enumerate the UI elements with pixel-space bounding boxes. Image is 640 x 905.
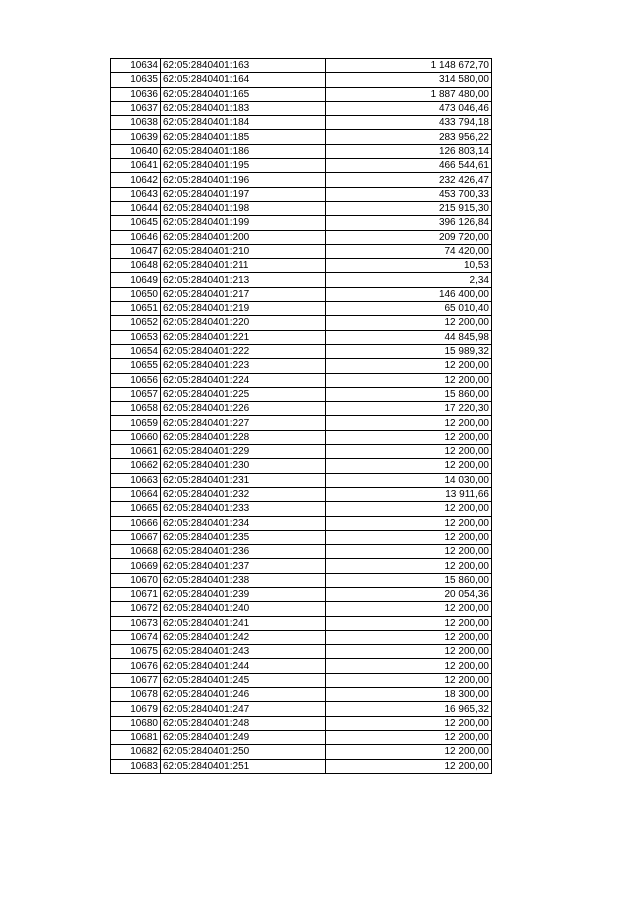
cadastral-number-cell: 62:05:2840401:219: [161, 302, 326, 316]
cadastral-number-cell: 62:05:2840401:196: [161, 173, 326, 187]
row-number-cell: 10637: [111, 101, 161, 115]
cadastral-number-cell: 62:05:2840401:242: [161, 630, 326, 644]
table-row: [111, 59, 492, 73]
table-row: [111, 87, 492, 101]
row-number-cell: 10671: [111, 587, 161, 601]
value-cell: 12 200,00: [326, 730, 492, 744]
cadastral-number-cell: 62:05:2840401:222: [161, 344, 326, 358]
row-number-cell: 10642: [111, 173, 161, 187]
row-number-cell: 10683: [111, 759, 161, 773]
cadastral-number-cell: 62:05:2840401:183: [161, 101, 326, 115]
value-cell: 12 200,00: [326, 445, 492, 459]
table-row: [111, 159, 492, 173]
cadastral-number-cell: 62:05:2840401:233: [161, 502, 326, 516]
cadastral-number-cell: 62:05:2840401:199: [161, 216, 326, 230]
table-row: [111, 545, 492, 559]
value-cell: 12 200,00: [326, 430, 492, 444]
table-row: [111, 759, 492, 773]
table-row: [111, 130, 492, 144]
row-number-cell: 10639: [111, 130, 161, 144]
table-row: [111, 688, 492, 702]
table-row: [111, 230, 492, 244]
row-number-cell: 10651: [111, 302, 161, 316]
table-row: [111, 201, 492, 215]
cadastral-number-cell: 62:05:2840401:213: [161, 273, 326, 287]
table-row: [111, 402, 492, 416]
value-cell: 12 200,00: [326, 759, 492, 773]
row-number-cell: 10658: [111, 402, 161, 416]
value-cell: 12 200,00: [326, 359, 492, 373]
value-cell: 433 794,18: [326, 116, 492, 130]
table-row: [111, 344, 492, 358]
value-cell: 12 200,00: [326, 630, 492, 644]
table-row: [111, 559, 492, 573]
cadastral-number-cell: 62:05:2840401:163: [161, 59, 326, 73]
table-row: [111, 730, 492, 744]
value-cell: 10,53: [326, 259, 492, 273]
cadastral-number-cell: 62:05:2840401:248: [161, 716, 326, 730]
row-number-cell: 10682: [111, 745, 161, 759]
row-number-cell: 10666: [111, 516, 161, 530]
table-row: [111, 244, 492, 258]
table-row: [111, 659, 492, 673]
cadastral-number-cell: 62:05:2840401:210: [161, 244, 326, 258]
value-cell: 15 860,00: [326, 387, 492, 401]
table-row: [111, 487, 492, 501]
cadastral-number-cell: 62:05:2840401:197: [161, 187, 326, 201]
value-cell: 13 911,66: [326, 487, 492, 501]
value-cell: 232 426,47: [326, 173, 492, 187]
row-number-cell: 10645: [111, 216, 161, 230]
cadastral-number-cell: 62:05:2840401:250: [161, 745, 326, 759]
cadastral-number-cell: 62:05:2840401:232: [161, 487, 326, 501]
value-cell: 466 544,61: [326, 159, 492, 173]
table-row: [111, 430, 492, 444]
cadastral-number-cell: 62:05:2840401:224: [161, 373, 326, 387]
value-cell: 12 200,00: [326, 459, 492, 473]
row-number-cell: 10676: [111, 659, 161, 673]
row-number-cell: 10636: [111, 87, 161, 101]
value-cell: 1 148 672,70: [326, 59, 492, 73]
table-row: [111, 287, 492, 301]
value-cell: 12 200,00: [326, 545, 492, 559]
table-row: [111, 359, 492, 373]
table-row: [111, 716, 492, 730]
row-number-cell: 10634: [111, 59, 161, 73]
cadastral-number-cell: 62:05:2840401:246: [161, 688, 326, 702]
cadastral-number-cell: 62:05:2840401:195: [161, 159, 326, 173]
value-cell: 65 010,40: [326, 302, 492, 316]
cadastral-number-cell: 62:05:2840401:240: [161, 602, 326, 616]
cadastral-number-cell: 62:05:2840401:186: [161, 144, 326, 158]
table-row: [111, 373, 492, 387]
value-cell: 396 126,84: [326, 216, 492, 230]
table-row: [111, 173, 492, 187]
value-cell: 12 200,00: [326, 602, 492, 616]
table-row: [111, 473, 492, 487]
cadastral-number-cell: 62:05:2840401:249: [161, 730, 326, 744]
value-cell: 74 420,00: [326, 244, 492, 258]
cadastral-number-cell: 62:05:2840401:245: [161, 673, 326, 687]
table-row: [111, 630, 492, 644]
value-cell: 12 200,00: [326, 645, 492, 659]
row-number-cell: 10654: [111, 344, 161, 358]
row-number-cell: 10678: [111, 688, 161, 702]
cadastral-number-cell: 62:05:2840401:241: [161, 616, 326, 630]
cadastral-number-cell: 62:05:2840401:223: [161, 359, 326, 373]
value-cell: 15 989,32: [326, 344, 492, 358]
row-number-cell: 10652: [111, 316, 161, 330]
cadastral-number-cell: 62:05:2840401:234: [161, 516, 326, 530]
table-row: [111, 330, 492, 344]
value-cell: 20 054,36: [326, 587, 492, 601]
value-cell: 16 965,32: [326, 702, 492, 716]
value-cell: 12 200,00: [326, 659, 492, 673]
value-cell: 12 200,00: [326, 373, 492, 387]
value-cell: 215 915,30: [326, 201, 492, 215]
value-cell: 12 200,00: [326, 516, 492, 530]
value-cell: 453 700,33: [326, 187, 492, 201]
value-cell: 283 956,22: [326, 130, 492, 144]
table-row: [111, 745, 492, 759]
cadastral-number-cell: 62:05:2840401:217: [161, 287, 326, 301]
row-number-cell: 10657: [111, 387, 161, 401]
value-cell: 1 887 480,00: [326, 87, 492, 101]
row-number-cell: 10635: [111, 73, 161, 87]
value-cell: 314 580,00: [326, 73, 492, 87]
table-row: [111, 273, 492, 287]
cadastral-number-cell: 62:05:2840401:211: [161, 259, 326, 273]
cadastral-number-cell: 62:05:2840401:247: [161, 702, 326, 716]
row-number-cell: 10663: [111, 473, 161, 487]
row-number-cell: 10665: [111, 502, 161, 516]
row-number-cell: 10664: [111, 487, 161, 501]
value-cell: 12 200,00: [326, 673, 492, 687]
cadastral-number-cell: 62:05:2840401:230: [161, 459, 326, 473]
data-table: [110, 58, 492, 774]
table-row: [111, 387, 492, 401]
table-row: [111, 187, 492, 201]
table-row: [111, 259, 492, 273]
value-cell: 12 200,00: [326, 502, 492, 516]
value-cell: 12 200,00: [326, 745, 492, 759]
row-number-cell: 10681: [111, 730, 161, 744]
cadastral-number-cell: 62:05:2840401:229: [161, 445, 326, 459]
cadastral-number-cell: 62:05:2840401:227: [161, 416, 326, 430]
row-number-cell: 10640: [111, 144, 161, 158]
table-row: [111, 587, 492, 601]
cadastral-number-cell: 62:05:2840401:200: [161, 230, 326, 244]
cadastral-number-cell: 62:05:2840401:220: [161, 316, 326, 330]
row-number-cell: 10649: [111, 273, 161, 287]
value-cell: 12 200,00: [326, 616, 492, 630]
row-number-cell: 10643: [111, 187, 161, 201]
row-number-cell: 10675: [111, 645, 161, 659]
row-number-cell: 10644: [111, 201, 161, 215]
value-cell: 18 300,00: [326, 688, 492, 702]
table-row: [111, 144, 492, 158]
cadastral-number-cell: 62:05:2840401:226: [161, 402, 326, 416]
value-cell: 44 845,98: [326, 330, 492, 344]
table-row: [111, 216, 492, 230]
cadastral-number-cell: 62:05:2840401:235: [161, 530, 326, 544]
value-cell: 473 046,46: [326, 101, 492, 115]
table-row: [111, 459, 492, 473]
value-cell: 209 720,00: [326, 230, 492, 244]
row-number-cell: 10660: [111, 430, 161, 444]
row-number-cell: 10662: [111, 459, 161, 473]
cadastral-number-cell: 62:05:2840401:251: [161, 759, 326, 773]
cadastral-number-cell: 62:05:2840401:165: [161, 87, 326, 101]
value-cell: 126 803,14: [326, 144, 492, 158]
table-row: [111, 302, 492, 316]
table-row: [111, 316, 492, 330]
row-number-cell: 10668: [111, 545, 161, 559]
cadastral-number-cell: 62:05:2840401:243: [161, 645, 326, 659]
row-number-cell: 10679: [111, 702, 161, 716]
value-cell: 12 200,00: [326, 316, 492, 330]
value-cell: 15 860,00: [326, 573, 492, 587]
row-number-cell: 10659: [111, 416, 161, 430]
row-number-cell: 10655: [111, 359, 161, 373]
table-body: [111, 59, 492, 774]
cadastral-number-cell: 62:05:2840401:231: [161, 473, 326, 487]
value-cell: 17 220,30: [326, 402, 492, 416]
table-row: [111, 516, 492, 530]
row-number-cell: 10647: [111, 244, 161, 258]
table-row: [111, 73, 492, 87]
cadastral-number-cell: 62:05:2840401:221: [161, 330, 326, 344]
table-row: [111, 101, 492, 115]
row-number-cell: 10661: [111, 445, 161, 459]
row-number-cell: 10641: [111, 159, 161, 173]
row-number-cell: 10680: [111, 716, 161, 730]
cadastral-number-cell: 62:05:2840401:238: [161, 573, 326, 587]
cadastral-number-cell: 62:05:2840401:184: [161, 116, 326, 130]
table-row: [111, 530, 492, 544]
row-number-cell: 10648: [111, 259, 161, 273]
row-number-cell: 10670: [111, 573, 161, 587]
row-number-cell: 10673: [111, 616, 161, 630]
table-row: [111, 445, 492, 459]
value-cell: 146 400,00: [326, 287, 492, 301]
cadastral-number-cell: 62:05:2840401:198: [161, 201, 326, 215]
row-number-cell: 10653: [111, 330, 161, 344]
cadastral-number-cell: 62:05:2840401:185: [161, 130, 326, 144]
cadastral-number-cell: 62:05:2840401:244: [161, 659, 326, 673]
value-cell: 2,34: [326, 273, 492, 287]
table-row: [111, 416, 492, 430]
table-row: [111, 702, 492, 716]
row-number-cell: 10646: [111, 230, 161, 244]
table-row: [111, 673, 492, 687]
row-number-cell: 10677: [111, 673, 161, 687]
row-number-cell: 10667: [111, 530, 161, 544]
row-number-cell: 10650: [111, 287, 161, 301]
value-cell: 12 200,00: [326, 559, 492, 573]
cadastral-number-cell: 62:05:2840401:225: [161, 387, 326, 401]
cadastral-number-cell: 62:05:2840401:239: [161, 587, 326, 601]
table-row: [111, 645, 492, 659]
value-cell: 14 030,00: [326, 473, 492, 487]
value-cell: 12 200,00: [326, 416, 492, 430]
row-number-cell: 10674: [111, 630, 161, 644]
row-number-cell: 10669: [111, 559, 161, 573]
table-row: [111, 602, 492, 616]
value-cell: 12 200,00: [326, 530, 492, 544]
row-number-cell: 10672: [111, 602, 161, 616]
cadastral-number-cell: 62:05:2840401:228: [161, 430, 326, 444]
table-row: [111, 116, 492, 130]
table-row: [111, 616, 492, 630]
row-number-cell: 10656: [111, 373, 161, 387]
table-row: [111, 573, 492, 587]
table-row: [111, 502, 492, 516]
cadastral-number-cell: 62:05:2840401:236: [161, 545, 326, 559]
row-number-cell: 10638: [111, 116, 161, 130]
value-cell: 12 200,00: [326, 716, 492, 730]
cadastral-number-cell: 62:05:2840401:237: [161, 559, 326, 573]
cadastral-number-cell: 62:05:2840401:164: [161, 73, 326, 87]
